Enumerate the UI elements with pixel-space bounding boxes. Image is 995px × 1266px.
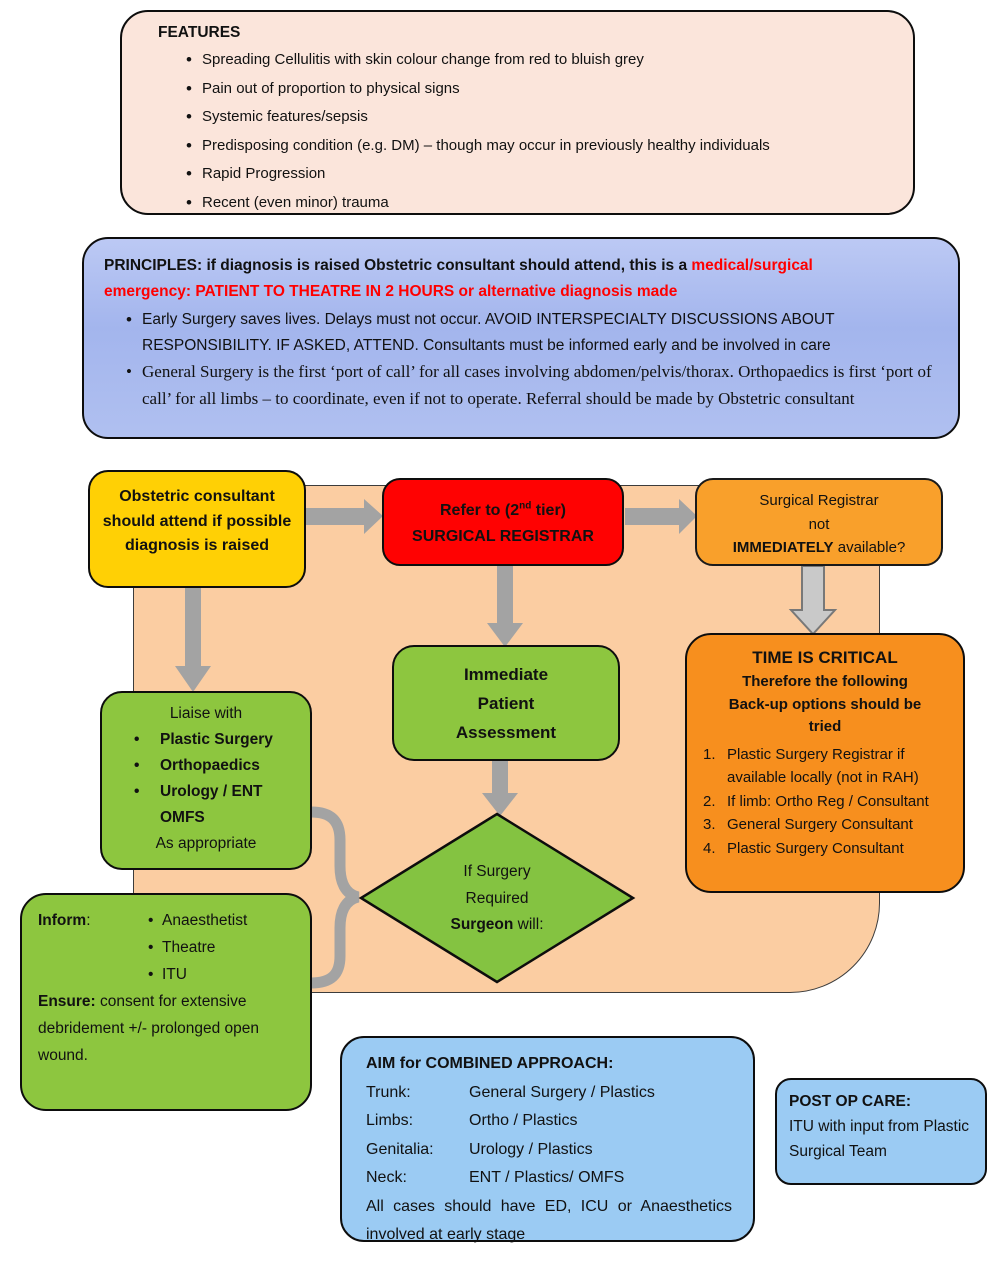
list-item: General Surgery Consultant: [727, 816, 913, 833]
immediate-assessment-box: [392, 645, 620, 761]
liaise-continuation: OMFS: [160, 809, 205, 826]
refer-line2: SURGICAL REGISTRAR: [412, 528, 594, 546]
list-item: • Pain out of proportion to physical signs: [144, 75, 891, 104]
decision-diamond-label: [407, 859, 587, 939]
list-item: • Predisposing condition (e.g. DM) – though may occur in previously healthy individuals: [144, 132, 891, 161]
time-critical-subtitle: Therefore the following Back-up options should be tried: [728, 673, 922, 735]
list-item: • Anaesthetist: [148, 907, 247, 934]
refer-line1-post: tier): [531, 502, 566, 520]
registrar-line3-rest: available?: [833, 539, 906, 556]
list-item: Plastic Surgery Registrar if available locally (not in RAH): [727, 745, 919, 786]
arrow-refer-to-assessment: [487, 565, 523, 647]
aim-row-value: General Surgery / Plastics: [469, 1083, 655, 1101]
liaise-box: [100, 691, 312, 870]
aim-row: [366, 1164, 729, 1193]
list-item: • Urology / ENT: [112, 779, 300, 805]
liaise-footer: As appropriate: [155, 835, 257, 852]
aim-row-label: Trunk:: [366, 1083, 411, 1101]
post-op-care-box: [775, 1078, 987, 1185]
aim-row-label: Limbs:: [366, 1112, 414, 1129]
brace-connector: [311, 812, 358, 983]
aim-row: [366, 1107, 729, 1136]
aim-row-value: Urology / Plastics: [469, 1140, 593, 1158]
diamond-line3-bold: Surgeon: [450, 916, 514, 933]
aim-row-value: ENT / Plastics/ OMFS: [469, 1169, 625, 1186]
ensure-rest: consent for extensive debridement +/- prolonged open wound.: [38, 993, 260, 1064]
diamond-line1: If Surgery: [463, 863, 531, 880]
obstetric-consultant-box: [88, 470, 306, 588]
registrar-line3-bold: IMMEDIATELY: [732, 539, 834, 556]
aim-row: [366, 1079, 729, 1108]
list-item: If limb: Ortho Reg / Consultant: [727, 792, 929, 810]
registrar-line1: Surgical Registrar: [759, 492, 879, 509]
aim-row-label: Neck:: [366, 1169, 407, 1186]
principles-title-red: medical/surgical: [691, 257, 813, 274]
aim-footer: All cases should have ED, ICU or Anaesthetics involved at early stage: [366, 1197, 732, 1243]
registrar-unavailable-box: [695, 478, 943, 566]
obstetric-consultant-text: Obstetric consultant should attend if possible diagnosis is raised: [102, 488, 292, 554]
post-op-body: ITU with input from Plastic Surgical Team: [789, 1118, 970, 1160]
inform-label: [38, 907, 148, 988]
principles-title-red-2: emergency: PATIENT TO THEATRE IN 2 HOURS or alternative diagnosis made: [104, 283, 678, 300]
immediate-assessment-text: Immediate Patient Assessment: [455, 665, 557, 742]
list-item: • Orthopaedics: [112, 753, 300, 779]
inform-box: [20, 893, 312, 1111]
aim-row-value: Ortho / Plastics: [469, 1112, 578, 1129]
principles-title-black: PRINCIPLES: if diagnosis is raised Obstetric consultant should attend, this is a: [104, 257, 692, 274]
ensure-bold: Ensure:: [38, 993, 96, 1010]
refer-line1-pre: Refer to (2: [439, 502, 520, 520]
diamond-line3-rest: will:: [513, 916, 544, 933]
arrow-registrar-to-time-critical: [791, 566, 835, 634]
list-item: • Rapid Progression: [144, 160, 891, 189]
inform-row: [38, 907, 294, 988]
list-item: • Plastic Surgery: [112, 727, 300, 753]
inform-label-rest: :: [86, 912, 91, 929]
arrow-obstetric-to-refer: [306, 499, 383, 534]
list-item: • ITU: [148, 961, 247, 988]
ensure-text: [38, 988, 263, 1069]
list-item: • Spreading Cellulitis with skin colour change from red to bluish grey: [144, 46, 891, 75]
diamond-line2: Required: [465, 889, 529, 907]
aim-combined-approach-box: [340, 1036, 755, 1242]
aim-row: [366, 1136, 729, 1165]
inform-list: [148, 907, 247, 988]
aim-title: AIM for COMBINED APPROACH:: [366, 1055, 614, 1072]
features-title: FEATURES: [158, 24, 241, 41]
liaise-list: [112, 727, 300, 805]
arrow-refer-to-registrar: [625, 499, 697, 534]
inform-label-bold: Inform: [38, 912, 87, 929]
list-item: • General Surgery is the first ‘port of call’ for all cases involving abdomen/pelvis/thorax. Orthopaedics is first ‘port of call’ for all limbs – to coordinate, even if not to operate. Referral should be made by Obstetric consultant: [102, 359, 940, 412]
list-item: • Theatre: [148, 934, 247, 961]
time-critical-box: [685, 633, 965, 893]
arrow-obstetric-to-liaise: [175, 588, 211, 692]
registrar-line2: not: [808, 515, 830, 533]
aim-row-label: Genitalia:: [366, 1140, 434, 1158]
time-critical-title: TIME IS CRITICAL: [752, 648, 898, 667]
list-item: • Recent (even minor) trauma: [144, 189, 891, 218]
list-item: • Early Surgery saves lives. Delays must not occur. AVOID INTERSPECIALTY DISCUSSIONS ABOUT RESPONSIBILITY. IF ASKED, ATTEND. Consultants must be informed early and be involved in care: [102, 307, 940, 359]
refer-line1: [440, 502, 566, 519]
arrow-assessment-to-diamond: [482, 761, 518, 816]
refer-line1-sup: nd: [519, 501, 532, 512]
backup-options-list: [699, 743, 951, 861]
post-op-title: POST OP CARE:: [789, 1093, 912, 1110]
refer-surgical-registrar-box: [382, 478, 624, 566]
liaise-title: Liaise with: [169, 705, 243, 722]
list-item: Plastic Surgery Consultant: [727, 839, 904, 857]
list-item: • Systemic features/sepsis: [144, 103, 891, 132]
